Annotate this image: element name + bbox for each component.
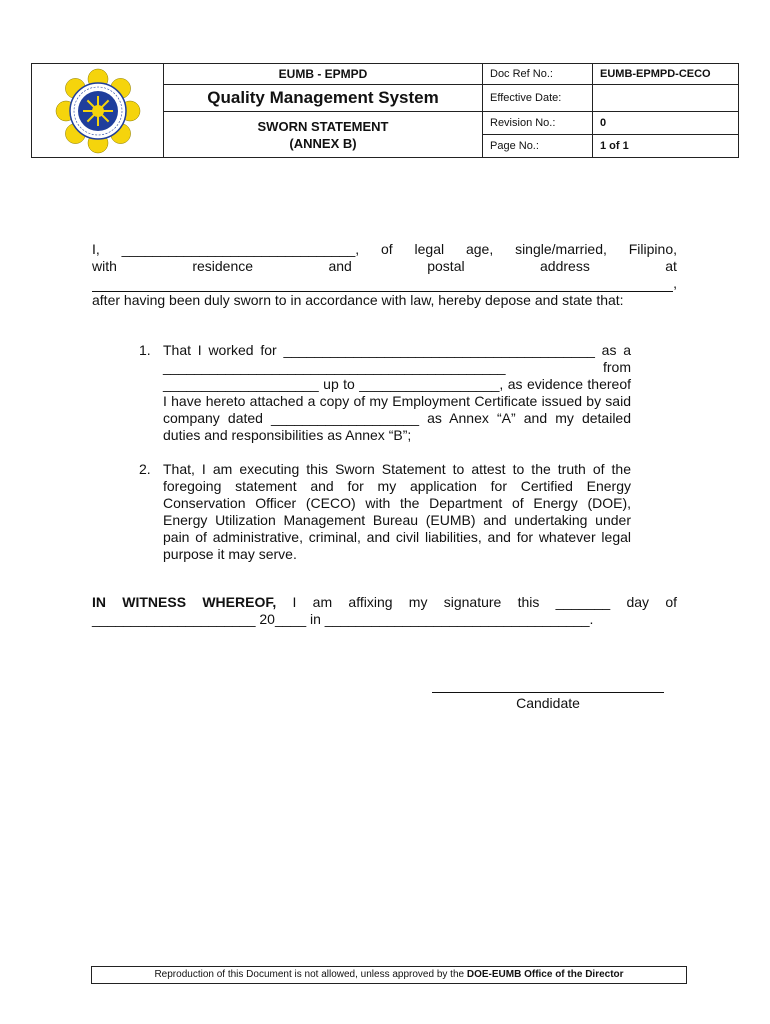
list-item: [139, 342, 631, 444]
statement-line-1: I, ______________________________, of legal age, single/married, Filipino,: [92, 241, 677, 257]
signature-label: Candidate: [516, 695, 580, 711]
revision-value: 0: [593, 112, 739, 135]
word-address: address: [540, 258, 590, 274]
document-title-line2: (ANNEX B): [289, 135, 357, 151]
witness-paragraph: [92, 594, 677, 628]
logo-cell: [32, 64, 164, 158]
revision-label: Revision No.:: [483, 112, 593, 135]
page-no-value: 1 of 1: [593, 135, 739, 158]
effective-date-value: [593, 85, 739, 112]
footer-notice: [91, 966, 687, 984]
list-number: 2.: [139, 461, 151, 477]
numbered-list: [139, 342, 631, 563]
word-with: with: [92, 258, 117, 274]
list-text: That I worked for ________________________________________ as a ____________________________________________ from ____________________ up to __________________, as evidence thereof I have hereto attached a copy of my Employment Certificate issued by said company dated ___________________ as Annex “A” and my detailed duties and responsibilities as Annex “B”;: [163, 342, 631, 443]
list-text: That, I am executing this Sworn Statement to attest to the truth of the foregoing statement and for my application for Certified Energy Conservation Officer (CECO) with the Department of Energy (DOE), Energy Utilization Management Bureau (EUMB) and undertaking under pain of administrative, criminal, and civil liabilities, and for whatever legal purpose it may serve.: [163, 461, 631, 562]
witness-line-2: _____________________ 20____ in __________________________________.: [92, 611, 594, 627]
department-of-energy-seal-icon: [50, 68, 146, 154]
witness-rest: I am affixing my signature this _______ day of: [276, 594, 677, 610]
page-no-label: Page No.:: [483, 135, 593, 158]
doc-ref-value: EUMB-EPMPD-CECO: [593, 64, 739, 85]
address-blank: [92, 277, 673, 292]
word-residence: residence: [192, 258, 254, 274]
statement-paragraph: [92, 241, 677, 309]
word-at: at: [665, 258, 677, 274]
word-and: and: [328, 258, 352, 274]
footer-bold: DOE-EUMB Office of the Director: [466, 969, 624, 980]
doc-ref-label: Doc Ref No.:: [483, 64, 593, 85]
footer-text: Reproduction of this Document is not allowed, unless approved by the: [154, 969, 467, 980]
address-comma: ,: [673, 275, 677, 291]
effective-date-label: Effective Date:: [483, 85, 593, 112]
word-postal: postal: [427, 258, 465, 274]
document-title: [164, 112, 483, 158]
witness-bold: IN WITNESS WHEREOF,: [92, 594, 277, 610]
system-title: Quality Management System: [164, 85, 483, 112]
list-number: 1.: [139, 342, 151, 358]
witness-line-1: [92, 594, 677, 611]
address-blank-line: [92, 275, 677, 292]
document-title-line1: SWORN STATEMENT: [257, 118, 389, 134]
statement-line-4: after having been duly sworn to in accordance with law, hereby depose and state that:: [92, 292, 624, 308]
signature-line: [432, 692, 664, 693]
list-item: [139, 461, 631, 563]
document-header: [31, 63, 739, 158]
org-name: EUMB - EPMPD: [164, 64, 483, 85]
statement-line-2: [92, 258, 677, 275]
